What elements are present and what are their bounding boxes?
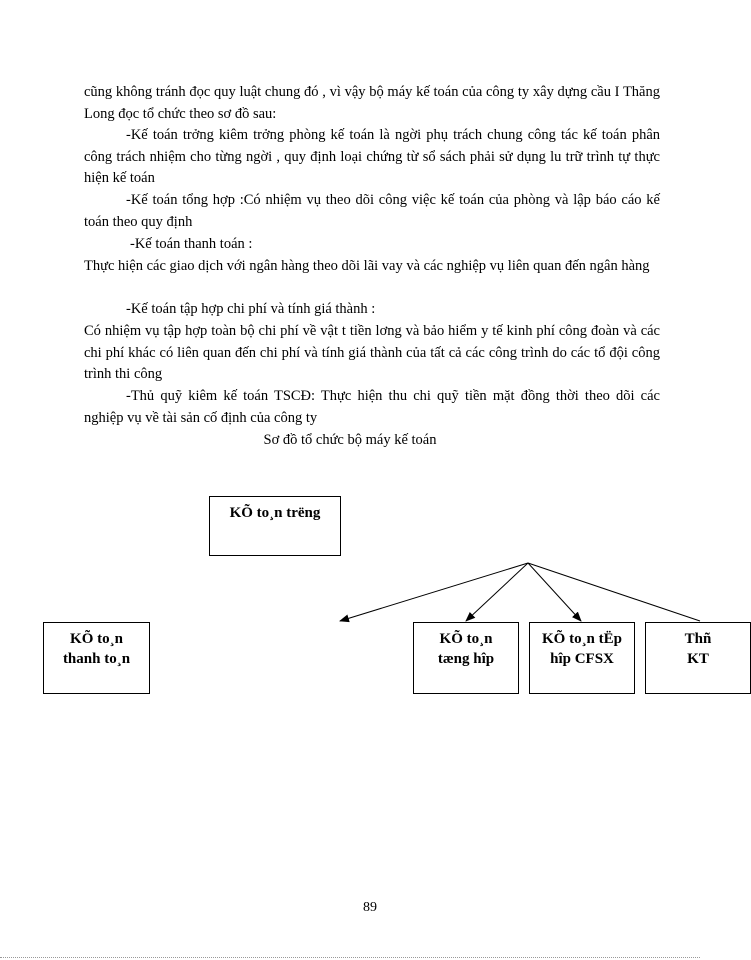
connector-to-general (466, 563, 528, 621)
paragraph-payment-heading: -Kế toán thanh toán : (130, 236, 253, 252)
paragraph-chief-accountant: -Kế toán trởng kiêm trởng phòng kế toán là ngời phụ trách chung công tác kế toán phân công trách nhiệm cho từng ngời , quy định loại chứng từ sổ sách phải sử dụng lu trữ trình tự thực hiện kế toán (84, 127, 660, 186)
chart-caption: Sơ đồ tổ chức bộ máy kế toán (263, 432, 437, 448)
org-box-treasurer: Thñ KT (645, 622, 751, 694)
connector-to-left (340, 563, 528, 621)
paragraph-general-accountant: -Kế toán tổng hợp :Có nhiệm vụ theo dõi công việc kế toán của phòng và lập báo cáo kế toán theo quy định (84, 192, 660, 230)
page-number: 89 (363, 900, 377, 915)
org-box-cost-accountant: KÕ to¸n tËp hîp CFSX (529, 622, 635, 694)
org-box-general-accountant: KÕ to¸n tæng hîp (413, 622, 519, 694)
footer-divider (0, 957, 700, 958)
paragraph-cost-body: Có nhiệm vụ tập hợp toàn bộ chi phí về vật t tiền lơng và bảo hiểm y tế kinh phí công đoàn và các chi phí khác có liên quan đến chi phí và tính giá thành của tất cả các công trình do các tổ đội công trình thi công (84, 323, 660, 382)
org-box-payment-accountant: KÕ to¸n thanh to¸n (43, 622, 150, 694)
paragraph-treasurer: -Thủ quỹ kiêm kế toán TSCĐ: Thực hiện thu chi quỹ tiền mặt đồng thời theo dõi các nghiệp vụ về tài sản cố định của công ty (84, 388, 660, 426)
paragraph-intro: cũng không tránh đọc quy luật chung đó , vì vậy bộ máy kế toán của công ty xây dựng cầu I Thăng Long đọc tổ chức theo sơ đồ sau: (84, 84, 660, 122)
paragraph-payment-body: Thực hiện các giao dịch với ngân hàng theo dõi lãi vay và các nghiệp vụ liên quan đến ngân hàng (84, 258, 650, 274)
org-box-chief-accountant: KÕ to¸n trëng (209, 496, 341, 556)
paragraph-cost-heading: -Kế toán tập hợp chi phí và tính giá thành : (126, 301, 376, 317)
connector-to-treasurer (528, 563, 700, 621)
